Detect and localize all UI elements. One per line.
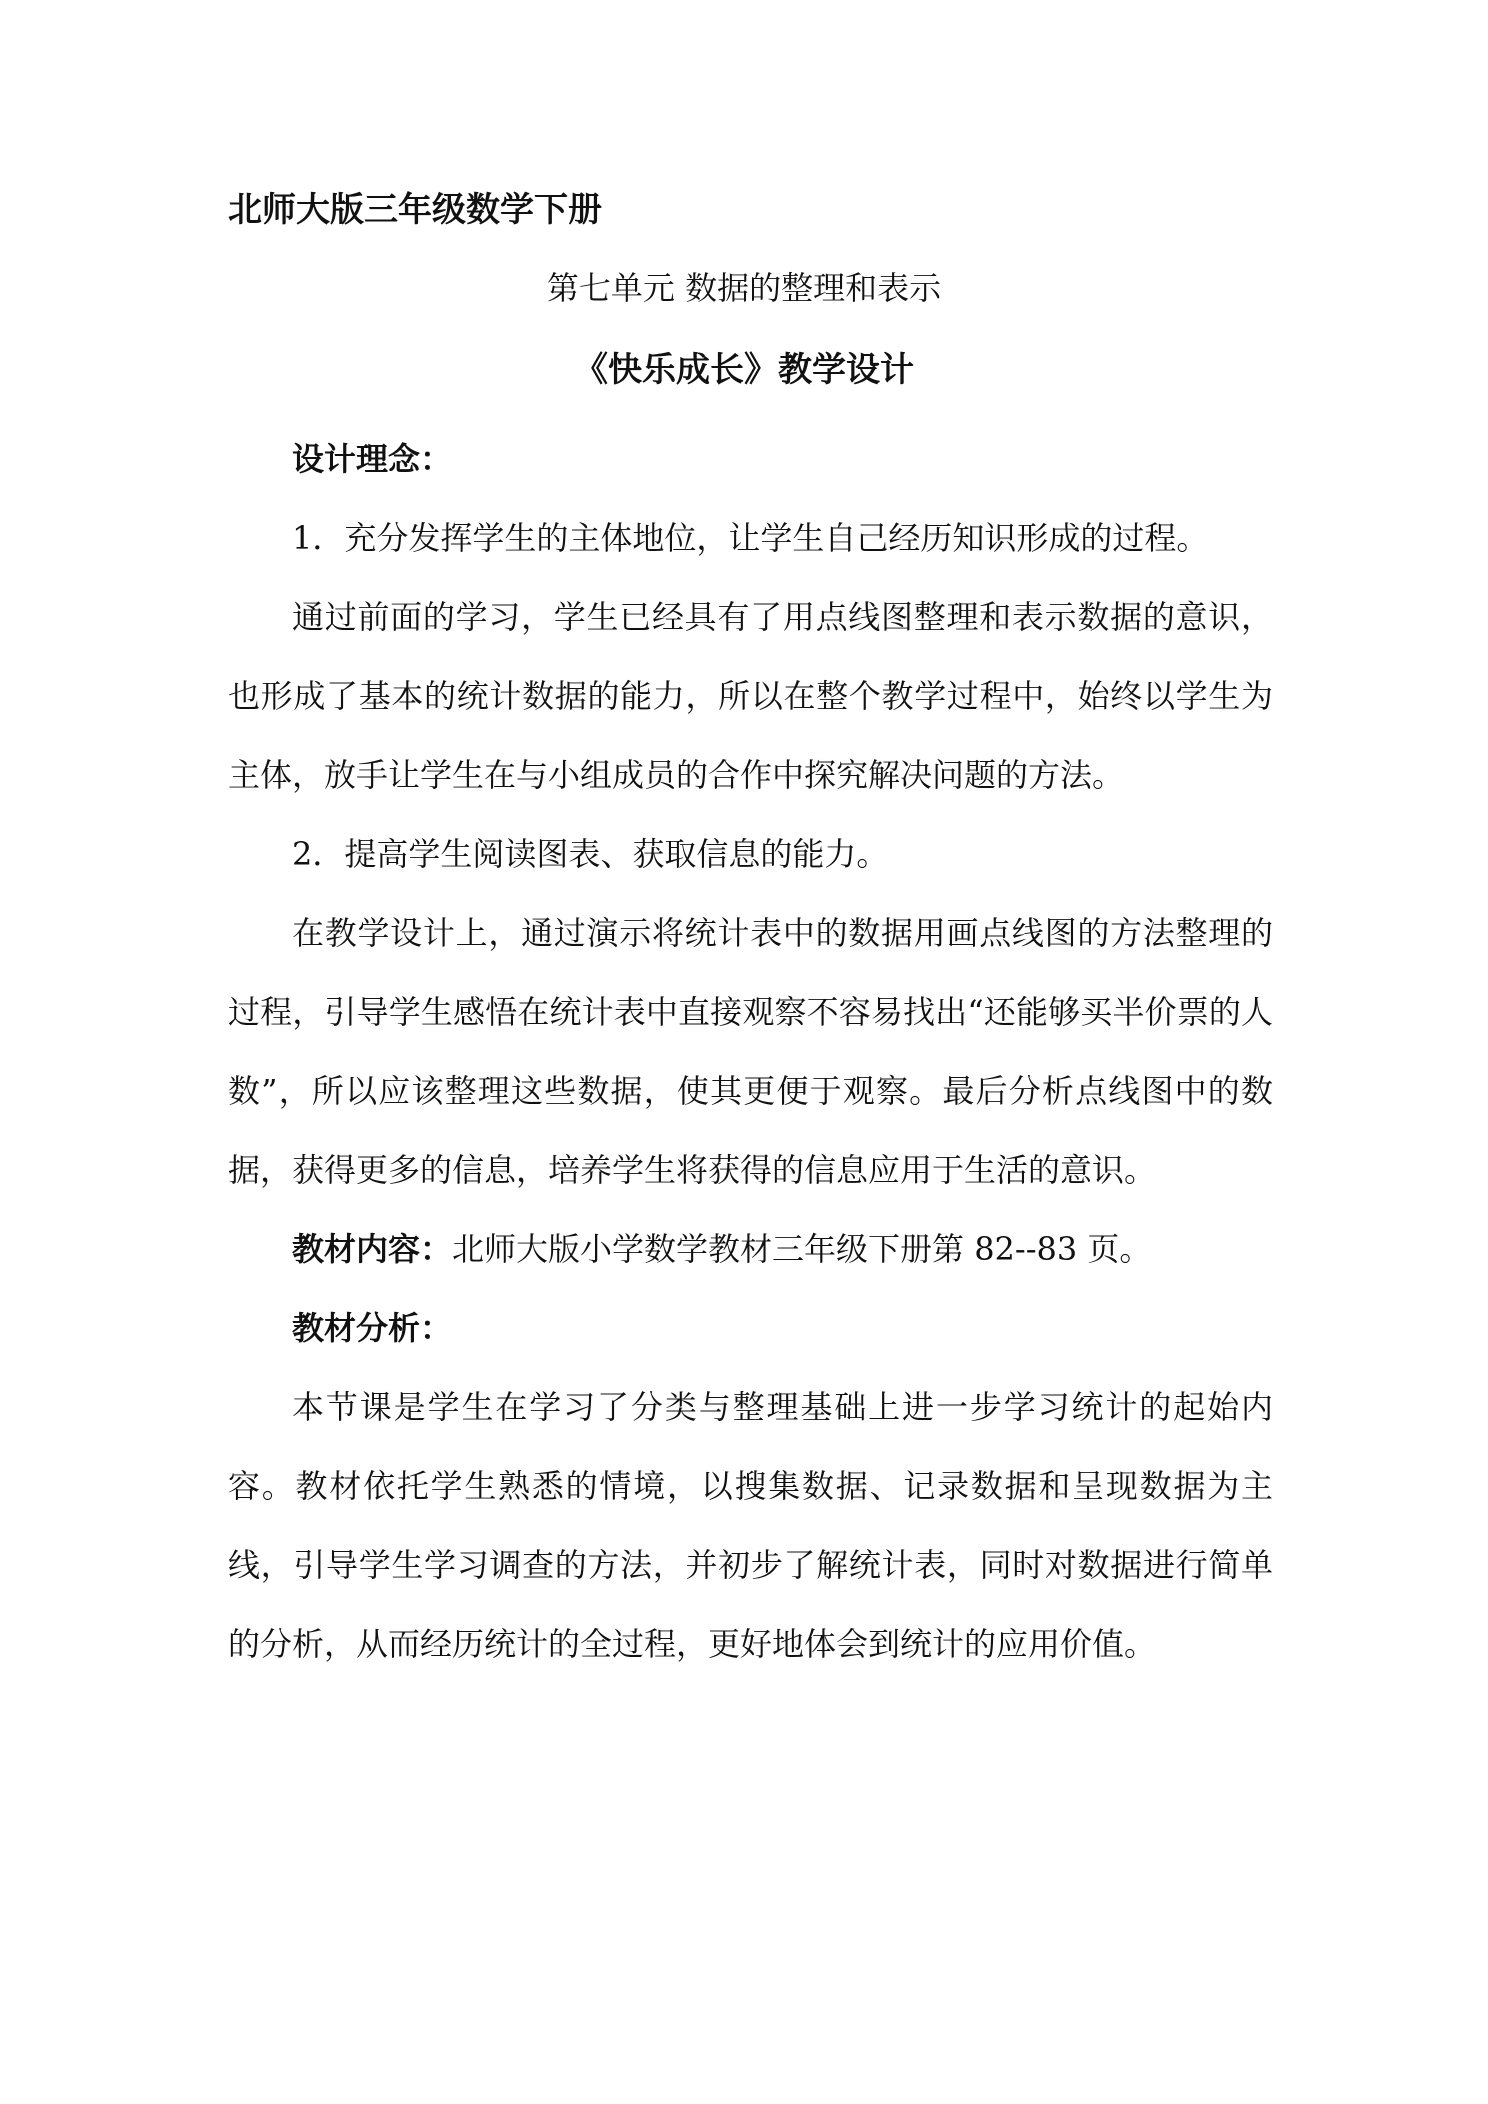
lesson-title: 《快乐成长》教学设计 — [574, 350, 914, 390]
material-analysis-paragraph: 本节课是学生在学习了分类与整理基础上进一步学习统计的起始内容。教材依托学生熟悉的情境，以搜集数据、记录数据和呈现数据为主线，引导学生学习调查的方法，并初步了解统计表，同时对数据进行简单的分析，从而经历统计的全过程，更好地体会到统计的应用价值。 — [228, 1388, 1273, 1663]
design-concept-paragraph-1: 通过前面的学习，学生已经具有了用点线图整理和表示数据的意识，也形成了基本的统计数据的能力，所以在整个教学过程中，始终以学生为主体，放手让学生在与小组成员的合作中探究解决问题的方法。 — [228, 598, 1273, 794]
design-concept-point-1: 1．充分发挥学生的主体地位，让学生自己经历知识形成的过程。 — [292, 519, 1209, 557]
material-analysis-heading: 教材分析： — [292, 1309, 453, 1347]
document-body — [228, 420, 1273, 1684]
document-title: 北师大版三年级数学下册 — [228, 190, 602, 230]
material-analysis-heading-line — [228, 1289, 1273, 1368]
unit-title: 第七单元 数据的整理和表示 — [546, 269, 942, 307]
design-concept-paragraph-2: 在教学设计上，通过演示将统计表中的数据用画点线图的方法整理的过程，引导学生感悟在统计表中直接观察不容易找出“还能够买半价票的人数”，所以应该整理这些数据，使其更便于观察。最后分析点线图中的数据，获得更多的信息，培养学生将获得的信息应用于生活的意识。 — [228, 914, 1273, 1189]
design-concept-point-2: 2．提高学生阅读图表、获取信息的能力。 — [292, 835, 889, 873]
design-concept-heading-line — [228, 420, 1273, 499]
material-content-label: 教材内容： — [292, 1230, 453, 1268]
material-content-line — [228, 1210, 1273, 1289]
material-content-text: 北师大版小学数学教材三年级下册第 82--83 页。 — [452, 1230, 1152, 1268]
design-concept-heading: 设计理念： — [292, 440, 453, 478]
